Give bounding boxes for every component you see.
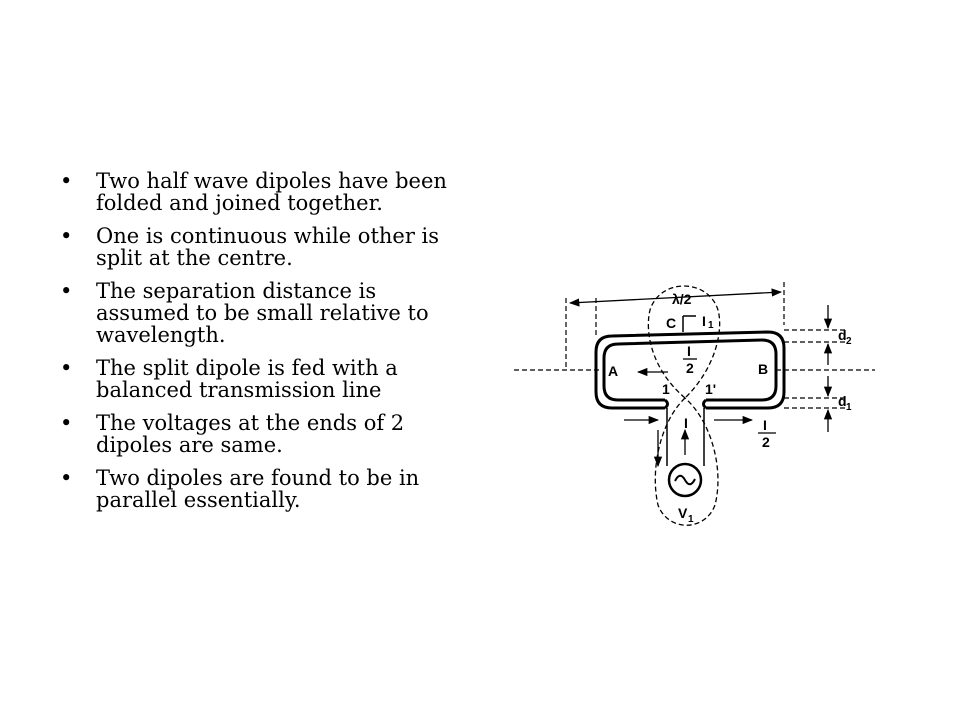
bullet-text: The voltages at the ends of 2 dipoles are same. — [96, 411, 405, 457]
bullet-item — [60, 280, 470, 346]
lambda-label: λ/2 — [672, 291, 692, 307]
half-current-den-right: 2 — [762, 434, 770, 450]
current-i1-sub: 1 — [708, 320, 714, 331]
current-i1-label: I — [702, 313, 706, 329]
d2-sub: 2 — [846, 336, 852, 347]
point-a-label: A — [608, 363, 619, 379]
half-current-den-top: 2 — [686, 360, 694, 376]
bullet-list — [60, 170, 470, 522]
source-v-sub: 1 — [688, 514, 694, 525]
bullet-dot: • — [60, 224, 73, 248]
point-b-label: B — [758, 361, 769, 377]
bullet-item — [60, 412, 470, 456]
bullet-dot: • — [60, 466, 73, 490]
point-c-label: C — [666, 315, 677, 331]
bullet-text: Two half wave dipoles have been folded and joined together. — [96, 169, 447, 215]
d2-label: d — [838, 327, 847, 343]
bullet-dot: • — [60, 169, 73, 193]
bullet-dot: • — [60, 411, 73, 435]
terminal-1p-cap — [704, 400, 707, 408]
bullet-dot: • — [60, 279, 73, 303]
terminal-1-label: 1 — [662, 381, 670, 397]
folded-dipole-diagram — [500, 270, 920, 550]
source-v-label: V — [678, 505, 688, 521]
bullet-item — [60, 225, 470, 269]
d1-sub: 1 — [846, 402, 852, 413]
bullet-text: The separation distance is assumed to be small relative to wavelength. — [96, 279, 429, 347]
bullet-item — [60, 170, 470, 214]
bullet-text: The split dipole is fed with a balanced transmission line — [96, 356, 398, 402]
d1-label: d — [838, 393, 847, 409]
bullet-dot: • — [60, 356, 73, 380]
terminal-1-cap — [665, 400, 668, 408]
half-current-num-top: I — [687, 343, 691, 359]
bullet-item — [60, 467, 470, 511]
bullet-item — [60, 357, 470, 401]
half-current-num-right: I — [763, 417, 767, 433]
terminal-1p-label: 1' — [705, 381, 717, 397]
feed-current-label: I — [684, 415, 688, 431]
bullet-text: Two dipoles are found to be in parallel essentially. — [96, 466, 420, 512]
bullet-text: One is continuous while other is split at the centre. — [96, 224, 440, 270]
